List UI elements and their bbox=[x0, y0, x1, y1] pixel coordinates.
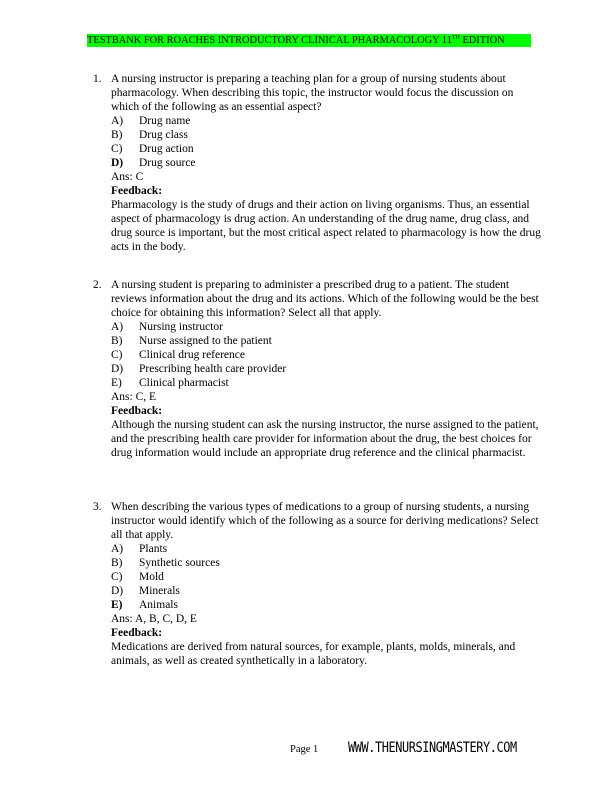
question-2 bbox=[93, 278, 543, 460]
option-c bbox=[111, 570, 543, 584]
option-b bbox=[111, 334, 543, 348]
option-text: Nursing instructor bbox=[139, 321, 224, 333]
feedback-label: Feedback: bbox=[111, 627, 163, 639]
option-letter: A) bbox=[111, 543, 124, 555]
question-stem: A nursing instructor is preparing a teaching plan for a group of nursing students about pharmacology. When describing this topic, the instructor would focus the discussion on which of the following as an essential aspect? bbox=[111, 73, 514, 113]
option-text: Drug action bbox=[139, 143, 194, 155]
option-text: Animals bbox=[139, 599, 178, 611]
option-text: Mold bbox=[139, 571, 164, 583]
option-letter: C) bbox=[111, 143, 123, 155]
option-text: Clinical pharmacist bbox=[139, 377, 229, 389]
option-text: Drug source bbox=[139, 157, 196, 169]
option-c bbox=[111, 348, 543, 362]
option-text: Plants bbox=[139, 543, 168, 555]
question-number: 1. bbox=[93, 73, 102, 85]
option-a bbox=[111, 542, 543, 556]
option-letter: A) bbox=[111, 321, 124, 333]
option-letter: D) bbox=[111, 585, 124, 597]
question-stem: When describing the various types of medications to a group of nursing students, a nursing instructor would identify which of the following as a source for deriving medications? Select all that apply. bbox=[111, 501, 539, 541]
question-number: 3. bbox=[93, 501, 102, 513]
header-title: TESTBANK FOR ROACHES INTRODUCTORY CLINICAL PHARMACOLOGY 11 bbox=[87, 35, 452, 46]
answer: Ans: A, B, C, D, E bbox=[111, 613, 197, 625]
option-letter: D) bbox=[111, 363, 124, 375]
option-letter: D) bbox=[111, 157, 124, 169]
option-letter: A) bbox=[111, 115, 124, 127]
option-e bbox=[111, 598, 543, 612]
feedback-text: Pharmacology is the study of drugs and their action on living organisms. Thus, an essential aspect of pharmacology is drug action. An understanding of the drug name, drug class, and drug source is important, but the most critical aspect related to pharmacology is how the drug acts in the body. bbox=[111, 199, 541, 253]
feedback-text: Although the nursing student can ask the nursing instructor, the nurse assigned to the patient, and the prescribing health care provider for information about the drug, the best choices for drug information would include an appropriate drug reference and the clinical pharmacist. bbox=[111, 419, 539, 459]
option-b bbox=[111, 556, 543, 570]
document-header bbox=[87, 34, 531, 47]
question-stem: A nursing student is preparing to administer a prescribed drug to a patient. The student reviews information about the drug and its actions. Which of the following would be the best choice for obtaining this information? Select all that apply. bbox=[111, 279, 539, 319]
option-d bbox=[111, 362, 543, 376]
option-e bbox=[111, 376, 543, 390]
option-letter: C) bbox=[111, 349, 123, 361]
page-number: Page 1 bbox=[290, 744, 319, 755]
option-letter: B) bbox=[111, 335, 123, 347]
option-a bbox=[111, 114, 543, 128]
option-d bbox=[111, 156, 543, 170]
option-text: Drug name bbox=[139, 115, 191, 127]
feedback-label: Feedback: bbox=[111, 405, 163, 417]
option-text: Drug class bbox=[139, 129, 188, 141]
option-letter: B) bbox=[111, 129, 123, 141]
header-title-suffix: EDITION bbox=[459, 35, 505, 46]
option-b bbox=[111, 128, 543, 142]
option-c bbox=[111, 142, 543, 156]
option-text: Minerals bbox=[139, 585, 180, 597]
answer: Ans: C, E bbox=[111, 391, 157, 403]
option-text: Synthetic sources bbox=[139, 557, 220, 569]
answer: Ans: C bbox=[111, 171, 144, 183]
option-letter: B) bbox=[111, 557, 123, 569]
question-1 bbox=[93, 72, 543, 254]
feedback-text: Medications are derived from natural sources, for example, plants, molds, minerals, and animals, as well as created synthetically in a laboratory. bbox=[111, 641, 516, 667]
question-number: 2. bbox=[93, 279, 102, 291]
feedback-label: Feedback: bbox=[111, 185, 163, 197]
option-text: Clinical drug reference bbox=[139, 349, 245, 361]
option-letter: E) bbox=[111, 599, 123, 611]
option-letter: C) bbox=[111, 571, 123, 583]
option-letter: E) bbox=[111, 377, 122, 389]
question-3 bbox=[93, 500, 543, 668]
option-text: Prescribing health care provider bbox=[139, 363, 287, 375]
option-text: Nurse assigned to the patient bbox=[139, 335, 272, 347]
option-a bbox=[111, 320, 543, 334]
header-title-superscript: TH bbox=[451, 35, 460, 41]
footer-website: WWW.THENURSINGMASTERY.COM bbox=[348, 740, 517, 756]
option-d bbox=[111, 584, 543, 598]
